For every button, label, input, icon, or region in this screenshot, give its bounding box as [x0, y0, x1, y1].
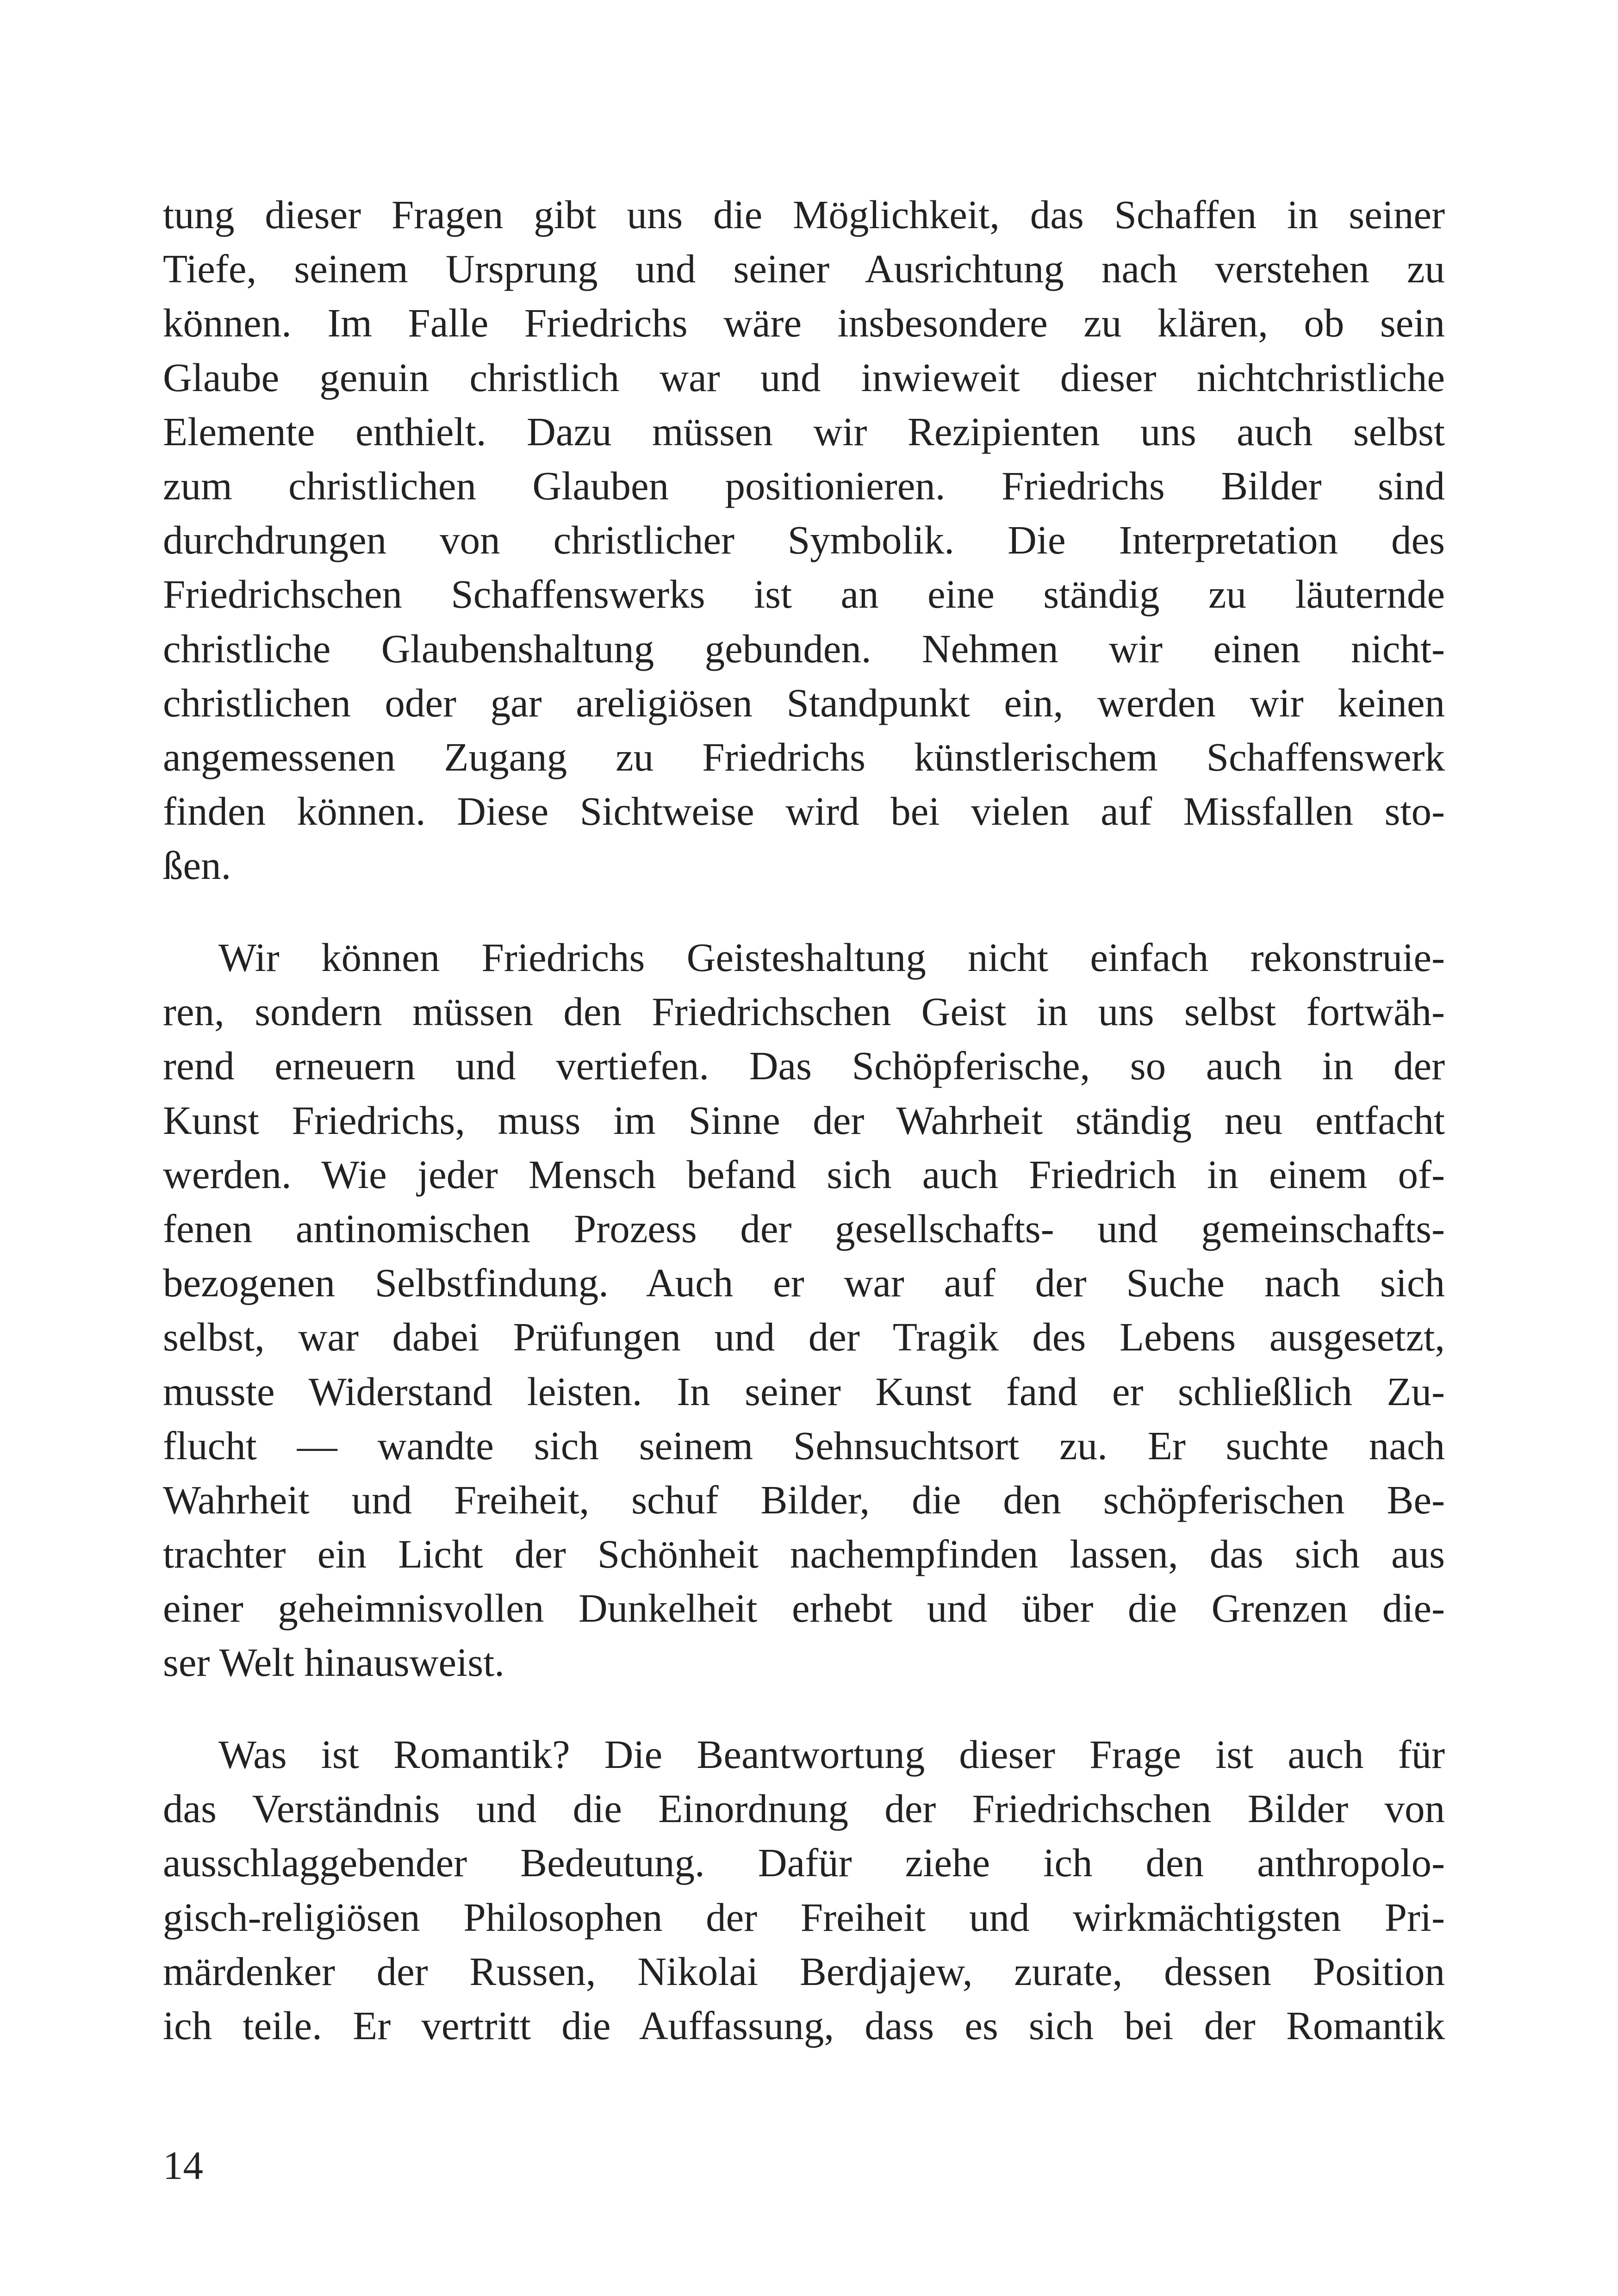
text-line: das Verständnis und die Einordnung der Friedrichschen Bilder von: [163, 1786, 1445, 1831]
text-line: fenen antinomischen Prozess der gesellschafts- und gemeinschafts-: [163, 1206, 1445, 1251]
text-line: finden können. Diese Sichtweise wird bei vielen auf Missfallen sto-: [163, 789, 1445, 834]
text-line: christliche Glaubenshaltung gebunden. Nehmen wir einen nicht-: [163, 626, 1445, 671]
text-line: bezogenen Selbstfindung. Auch er war auf der Suche nach sich: [163, 1260, 1445, 1306]
text-line: Glaube genuin christlich war und inwieweit dieser nichtchristliche: [163, 355, 1445, 400]
text-line: Kunst Friedrichs, muss im Sinne der Wahrheit ständig neu entfacht: [163, 1097, 1445, 1143]
text-line: werden. Wie jeder Mensch befand sich auch Friedrich in einem of-: [163, 1151, 1445, 1197]
text-line: ßen.: [163, 843, 231, 888]
text-line: gisch-religiösen Philosophen der Freiheit und wirkmächtigsten Pri-: [163, 1894, 1445, 1940]
text-line: flucht — wandte sich seinem Sehnsuchtsort zu. Er suchte nach: [163, 1423, 1445, 1468]
text-line: tung dieser Fragen gibt uns die Möglichkeit, das Schaffen in seiner: [163, 192, 1445, 237]
text-line: selbst, war dabei Prüfungen und der Tragik des Lebens ausgesetzt,: [163, 1314, 1445, 1360]
paragraph-2: [163, 930, 1445, 1690]
text-line: ren, sondern müssen den Friedrichschen Geist in uns selbst fortwäh-: [163, 989, 1445, 1034]
text-line: Was ist Romantik? Die Beantwortung dieser Frage ist auch für: [218, 1732, 1445, 1777]
text-line: können. Im Falle Friedrichs wäre insbesondere zu klären, ob sein: [163, 300, 1445, 346]
page-number: 14: [163, 2143, 203, 2188]
text-line: ser Welt hinausweist.: [163, 1640, 505, 1685]
text-line: christlichen oder gar areligiösen Standpunkt ein, werden wir keinen: [163, 680, 1445, 725]
text-line: angemessenen Zugang zu Friedrichs künstlerischem Schaffenswerk: [163, 734, 1445, 779]
text-line: Wir können Friedrichs Geisteshaltung nicht einfach rekonstruie-: [218, 935, 1445, 980]
text-line: ich teile. Er vertritt die Auffassung, dass es sich bei der Romantik: [163, 2003, 1445, 2048]
text-line: musste Widerstand leisten. In seiner Kunst fand er schließlich Zu-: [163, 1369, 1445, 1414]
text-line: trachter ein Licht der Schönheit nachempfinden lassen, das sich aus: [163, 1531, 1445, 1577]
text-line: ausschlaggebender Bedeutung. Dafür ziehe ich den anthropolo-: [163, 1840, 1445, 1885]
text-line: rend erneuern und vertiefen. Das Schöpferische, so auch in der: [163, 1043, 1445, 1089]
text-line: Wahrheit und Freiheit, schuf Bilder, die den schöpferischen Be-: [163, 1477, 1445, 1522]
text-line: Tiefe, seinem Ursprung und seiner Ausrichtung nach verstehen zu: [163, 246, 1445, 292]
text-line: einer geheimnisvollen Dunkelheit erhebt und über die Grenzen die-: [163, 1586, 1445, 1631]
text-line: zum christlichen Glauben positionieren. Friedrichs Bilder sind: [163, 463, 1445, 508]
paragraph-3: [163, 1727, 1445, 2053]
text-line: durchdrungen von christlicher Symbolik. Die Interpretation des: [163, 517, 1445, 563]
text-line: märdenker der Russen, Nikolai Berdjajew, zurate, dessen Position: [163, 1948, 1445, 1994]
text-line: Friedrichschen Schaffenswerks ist an eine ständig zu läuternde: [163, 572, 1445, 617]
text-line: Elemente enthielt. Dazu müssen wir Rezipienten uns auch selbst: [163, 409, 1445, 454]
paragraph-1: [163, 187, 1445, 892]
